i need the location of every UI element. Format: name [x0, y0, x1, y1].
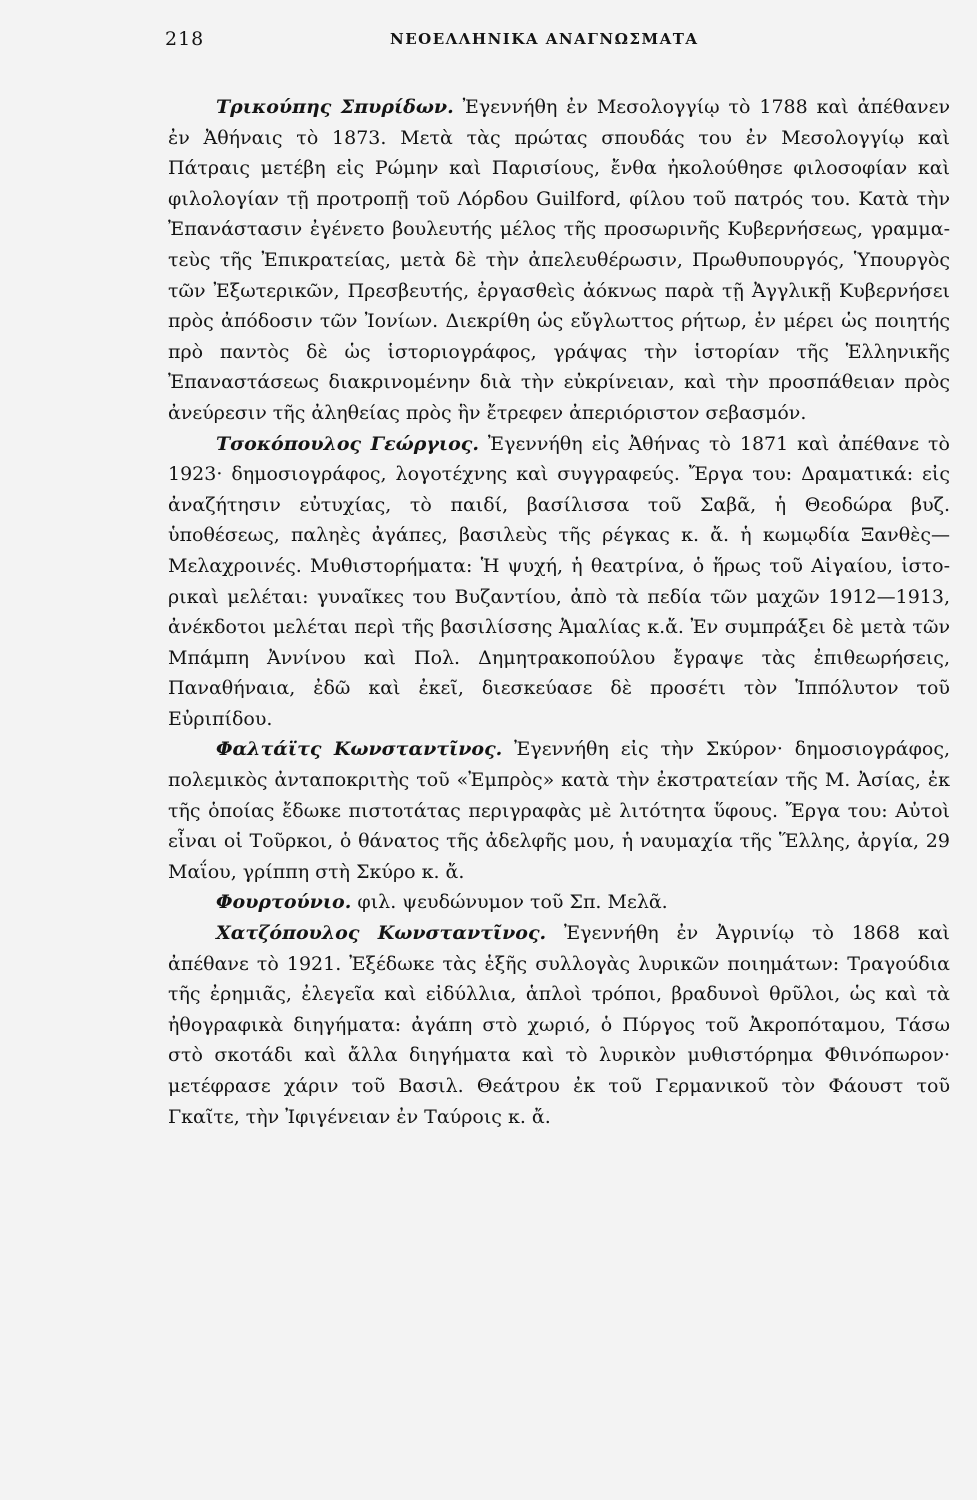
- entry-name: Τσοκόπουλος Γεώργιος.: [216, 432, 479, 455]
- entry-name: Χατζόπουλος Κωνσταντῖνος.: [216, 922, 547, 945]
- entry-text: Ἐγεννήθη ἐν Μεσολογγίῳ τὸ 1788 καὶ ἀπέθανεν ἐν Ἀθήναις τὸ 1873. Μετὰ τὰς πρώτας σπουδάς του ἐν Μεσολογγίῳ καὶ Πάτραις μετέβη εἰς Ρώμην καὶ Παρισίους, ἔνθα ἠκολούθησε φιλοσοφίαν καὶ φιλολογίαν τῇ προτροπῇ τοῦ Λόρδου Guilford, φίλου τοῦ πατρός του. Κατὰ τὴν Ἐπανάστασιν ἐγένετο βουλευτής μέλος τῆς προσωρινῆς Κυβερνήσεως, γραμματεὺς τῆς Ἐπικρατείας, μετὰ δὲ τὴν ἀπελευθέρωσιν, Πρωθυπουργός, Ὑπουργὸς τῶν Ἐξωτερικῶν, Πρεσβευτής, ἐργασθεὶς ἀόκνως παρὰ τῇ Ἀγγλικῇ Κυβερνήσει πρὸς ἀπόδοσιν τῶν Ἰονίων. Διεκρίθη ὡς εὔγλωττος ρήτωρ, ἐν μέρει ὡς ποιητής πρὸ παντὸς δὲ ὡς ἱστοριογράφος, γράψας τὴν ἱστορίαν τῆς Ἑλληνικῆς Ἐπαναστάσεως διακρινομένην διὰ τὴν εὐκρίνειαν, καὶ τὴν προσπάθειαν πρὸς ἀνεύρεσιν τῆς ἀληθείας πρὸς ἣν ἔτρεφεν ἀπεριόριστον σεβασμόν.: [168, 96, 950, 424]
- entry-name: Τρικούπης Σπυρίδων.: [216, 96, 454, 118]
- running-title: ΝΕΟΕΛΛΗΝΙΚΑ ΑΝΑΓΝΩΣΜΑΤΑ: [390, 30, 699, 48]
- entry-text: Ἐγεννήθη εἰς τὴν Σκύρον· δημοσιογράφος, πολεμικὸς ἀνταποκριτὴς τοῦ «Ἐμπρὸς» κατὰ τὴν ἐκστρατείαν τῆς Μ. Ἀσίας, ἐκ τῆς ὁποίας ἔδωκε πιστοτάτας περιγραφὰς μὲ λιτότητα ὕφους. Ἔργα του: Αὐτοὶ εἶναι οἱ Τοῦρκοι, ὁ θάνατος τῆς ἀδελφῆς μου, ἡ ναυμαχία τῆς Ἕλλης, ἀργία, 29 Μαΐου, γρίππη στὴ Σκύρο κ. ἄ.: [168, 738, 951, 883]
- entry-text: Ἐγεννήθη ἐν Ἀγρινίῳ τὸ 1868 καὶ ἀπέθανε τὸ 1921. Ἐξέδωκε τὰς ἑξῆς συλλογὰς λυρικῶν ποιημάτων: Τραγούδια τῆς ἐρημιᾶς, ἐλεγεῖα καὶ εἰδύλλια, ἁπλοὶ τρόποι, βραδυνοὶ θρῦλοι, ὡς καὶ τὰ ἠθογραφικὰ διηγήματα: ἀγάπη στὸ χωριό, ὁ Πύργος τοῦ Ἀκροπόταμου, Τάσω στὸ σκοτάδι καὶ ἄλλα διηγήματα καὶ τὸ λυρικὸν μυθιστόρημα Φθινόπωρον· μετέφρασε χάριν τοῦ Βασιλ. Θεάτρου ἐκ τοῦ Γερμανικοῦ τὸν Φάουστ τοῦ Γκαῖτε, τὴν Ἰφιγένειαν ἐν Ταύροις κ. ἄ.: [168, 922, 950, 1128]
- entry-name: Φουρτούνιο.: [216, 891, 352, 914]
- page-header: [165, 28, 945, 58]
- entry-chatzopoulos: [168, 918, 950, 1132]
- entry-text: φιλ. ψευδώνυμον τοῦ Σπ. Μελᾶ.: [351, 891, 668, 914]
- entry-tsokopoulos: [168, 429, 950, 735]
- entry-name: Φαλτάϊτς Κωνσταντῖνος.: [216, 738, 503, 761]
- entry-faltaits: [168, 734, 950, 887]
- body-text: [168, 92, 950, 1132]
- entry-fourtounio: [168, 887, 950, 918]
- entry-text: Ἐγεννήθη εἰς Ἀθήνας τὸ 1871 καὶ ἀπέθανε τὸ 1923· δημοσιογράφος, λογοτέχνης καὶ συγγραφεύς. Ἔργα του: Δραματικά: εἰς ἀναζήτησιν εὐτυχίας, τὸ παιδί, βασίλισσα τοῦ Σαβᾶ, ἡ Θεοδώρα βυζ. ὑποθέσεως, παληὲς ἀγάπες, βασιλεὺς τῆς ρέγκας κ. ἄ. ἡ κωμῳδία Ξανθὲς—Μελαχροινές. Μυθιστορήματα: Ἡ ψυχή, ἡ θεατρίνα, ὁ ἥρως τοῦ Αἰγαίου, ἱστορικαὶ μελέται: γυναῖκες του Βυζαντίου, ἀπὸ τὰ πεδία τῶν μαχῶν 1912—1913, ἀνέκδοτοι μελέται περὶ τῆς βασιλίσσης Ἀμαλίας κ.ἄ. Ἐν συμπράξει δὲ μετὰ τῶν Μπάμπη Ἀννίνου καὶ Πολ. Δημητρακοπούλου ἔγραψε τὰς ἐπιθεωρήσεις, Παναθήναια, ἐδῶ καὶ ἐκεῖ, διεσκεύασε δὲ προσέτι τὸν Ἱππόλυτον τοῦ Εὐριπίδου.: [168, 432, 950, 730]
- page-number: 218: [165, 28, 205, 50]
- entry-trikoupis: [168, 92, 950, 429]
